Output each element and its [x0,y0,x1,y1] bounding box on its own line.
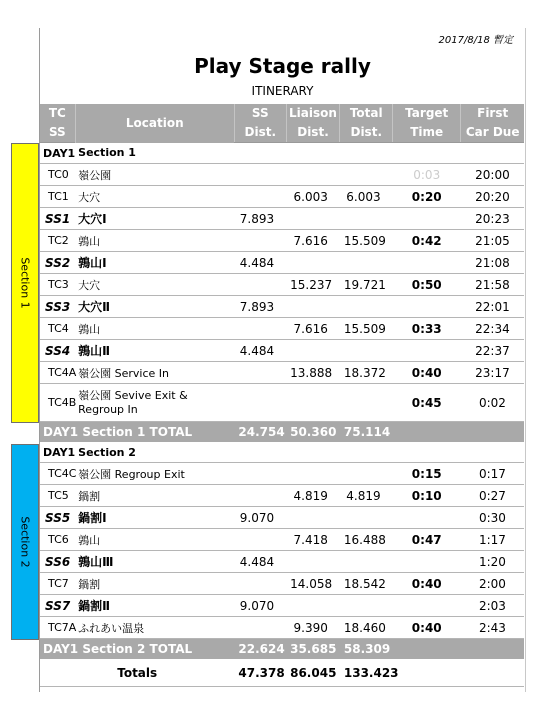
target-time-cell: 0:15 [393,463,461,485]
location-cell: ふれあい温泉 [75,617,234,639]
control-code: TC1 [40,186,75,208]
section-total-label: DAY1 Section 2 TOTAL [40,639,234,660]
liaison-distance-cell [286,208,340,230]
control-code: TC3 [40,274,75,296]
liaison-distance-cell: 9.390 [286,617,340,639]
target-time-cell [393,252,461,274]
first-car-due-cell: 0:27 [461,485,524,507]
location-cell: 鶉山 [75,529,234,551]
first-car-due-cell: 20:00 [461,164,524,186]
liaison-distance-cell [286,384,340,422]
time-control-row [40,186,524,208]
location-cell: 嶺公園 Service In [75,362,234,384]
empty-cell [340,442,393,463]
empty-cell [393,143,461,164]
location-cell: 嶺公園 [75,164,234,186]
first-car-due-cell: 2:43 [461,617,524,639]
first-car-due-cell: 22:01 [461,296,524,318]
ss-distance-cell [234,573,286,595]
location-cell: 嶺公園 Sevive Exit & Regroup In [75,384,234,422]
ss-distance-cell: 4.484 [234,551,286,573]
section-total-distance: 75.114 [340,422,393,443]
ss-distance-cell [234,384,286,422]
total-distance-cell: 18.542 [340,573,393,595]
control-code: TC6 [40,529,75,551]
target-time-cell: 0:40 [393,362,461,384]
ss-distance-cell [234,362,286,384]
col-tc: TC [40,104,75,123]
ss-distance-cell [234,463,286,485]
total-distance-cell: 18.460 [340,617,393,639]
section-2-band-label: Section 2 [18,516,32,568]
col-total-dist: Total [340,104,393,123]
first-car-due-cell: 20:23 [461,208,524,230]
first-car-due-cell: 1:20 [461,551,524,573]
control-code: TC4C [40,463,75,485]
liaison-distance-cell: 6.003 [286,186,340,208]
total-distance-cell: 4.819 [340,485,393,507]
location-cell: 鶉山 [75,230,234,252]
liaison-distance-cell [286,296,340,318]
col-ss: SS [40,123,75,143]
col-first-car-due-unit: Car Due [461,123,524,143]
time-control-row [40,384,524,422]
first-car-due-cell: 22:34 [461,318,524,340]
col-first-car-due: First [461,104,524,123]
total-distance-cell [340,164,393,186]
location-cell: 大穴 [75,274,234,296]
col-location: Location [75,104,234,143]
ss-distance-cell [234,617,286,639]
target-time-cell: 0:10 [393,485,461,507]
control-code: TC2 [40,230,75,252]
empty-cell [340,143,393,164]
first-car-due-cell: 2:00 [461,573,524,595]
location-cell: 大穴Ⅱ [75,296,234,318]
ss-distance-cell: 9.070 [234,507,286,529]
col-total-dist-unit: Dist. [340,123,393,143]
first-car-due-cell: 21:08 [461,252,524,274]
total-distance-cell [340,296,393,318]
first-car-due-cell: 0:30 [461,507,524,529]
control-code: TC5 [40,485,75,507]
target-time-cell: 0:50 [393,274,461,296]
ss-distance-cell [234,529,286,551]
empty-cell [461,422,524,443]
liaison-distance-cell: 13.888 [286,362,340,384]
total-distance-cell: 16.488 [340,529,393,551]
liaison-distance-cell [286,595,340,617]
total-distance-cell [340,340,393,362]
time-control-row [40,463,524,485]
control-code: TC7 [40,573,75,595]
target-time-cell [393,551,461,573]
first-car-due-cell: 1:17 [461,529,524,551]
empty-cell [234,143,286,164]
control-code: TC4B [40,384,75,422]
target-time-cell: 0:47 [393,529,461,551]
liaison-distance-cell: 7.616 [286,318,340,340]
total-distance-cell: 15.509 [340,318,393,340]
time-control-row [40,318,524,340]
empty-cell [393,639,461,660]
first-car-due-cell: 21:58 [461,274,524,296]
total-distance-cell: 6.003 [340,186,393,208]
control-code: SS3 [40,296,75,318]
section-total-row [40,422,524,443]
ss-distance-cell [234,164,286,186]
target-time-cell: 0:40 [393,573,461,595]
location-cell: 鍋割Ⅱ [75,595,234,617]
liaison-distance-cell [286,507,340,529]
control-code: SS5 [40,507,75,529]
control-code: SS4 [40,340,75,362]
target-time-cell: 0:33 [393,318,461,340]
section-total-row [40,639,524,660]
control-code: TC7A [40,617,75,639]
total-distance-cell: 15.509 [340,230,393,252]
section-total-liaison: 50.360 [286,422,340,443]
target-time-cell [393,340,461,362]
grand-total-ss: 47.378 [234,659,286,687]
section-total-label: DAY1 Section 1 TOTAL [40,422,234,443]
target-time-cell: 0:45 [393,384,461,422]
total-distance-cell [340,208,393,230]
ss-distance-cell [234,485,286,507]
section-heading-row [40,143,524,164]
total-distance-cell [340,463,393,485]
stage-row [40,551,524,573]
control-code: SS1 [40,208,75,230]
control-code: TC4A [40,362,75,384]
stage-row [40,252,524,274]
document-date: 2017/8/18 暫定 [438,35,513,46]
ss-distance-cell: 4.484 [234,252,286,274]
section-total-ss: 22.624 [234,639,286,660]
location-cell: 鶉山Ⅱ [75,340,234,362]
liaison-distance-cell: 7.616 [286,230,340,252]
col-target-time: Target [393,104,461,123]
ss-distance-cell [234,186,286,208]
total-distance-cell [340,595,393,617]
total-distance-cell [340,384,393,422]
first-car-due-cell: 21:05 [461,230,524,252]
page-title: Play Stage rally [194,54,371,78]
total-distance-cell [340,551,393,573]
header-row-1 [40,104,524,123]
total-distance-cell [340,252,393,274]
grand-total-label: Totals [40,659,234,687]
ss-distance-cell [234,274,286,296]
total-distance-cell: 19.721 [340,274,393,296]
location-cell: 嶺公園 Regroup Exit [75,463,234,485]
time-control-row [40,230,524,252]
day-label: DAY1 [40,442,75,463]
section-total-liaison: 35.685 [286,639,340,660]
target-time-cell [393,208,461,230]
control-code: TC0 [40,164,75,186]
liaison-distance-cell [286,463,340,485]
empty-cell [461,143,524,164]
section-1-band [11,143,39,423]
control-code: SS7 [40,595,75,617]
stage-row [40,507,524,529]
ss-distance-cell [234,318,286,340]
target-time-cell: 0:03 [393,164,461,186]
liaison-distance-cell [286,551,340,573]
control-code: SS2 [40,252,75,274]
total-distance-cell: 18.372 [340,362,393,384]
grand-total-row [40,659,524,687]
liaison-distance-cell [286,252,340,274]
ss-distance-cell [234,230,286,252]
empty-cell [234,442,286,463]
section-2-band [11,444,39,640]
time-control-row [40,617,524,639]
empty-cell [286,143,340,164]
ss-distance-cell: 9.070 [234,595,286,617]
liaison-distance-cell: 15.237 [286,274,340,296]
time-control-row [40,274,524,296]
day-label: DAY1 [40,143,75,164]
time-control-row [40,485,524,507]
location-cell: 鍋割 [75,573,234,595]
time-control-row [40,529,524,551]
first-car-due-cell: 2:03 [461,595,524,617]
col-liaison-dist-unit: Dist. [286,123,340,143]
first-car-due-cell: 0:02 [461,384,524,422]
first-car-due-cell: 22:37 [461,340,524,362]
location-cell: 大穴Ⅰ [75,208,234,230]
stage-row [40,208,524,230]
location-cell: 鶉山 [75,318,234,340]
itinerary-body [40,143,524,687]
stage-row [40,595,524,617]
empty-cell [393,422,461,443]
section-total-ss: 24.754 [234,422,286,443]
target-time-cell [393,507,461,529]
control-code: TC4 [40,318,75,340]
location-cell: 鍋割 [75,485,234,507]
empty-cell [461,639,524,660]
ss-distance-cell: 7.893 [234,208,286,230]
section-name: Section 1 [75,143,234,164]
empty-cell [393,442,461,463]
location-cell: 鍋割Ⅰ [75,507,234,529]
col-target-time-unit: Time [393,123,461,143]
target-time-cell [393,595,461,617]
section-name: Section 2 [75,442,234,463]
first-car-due-cell: 23:17 [461,362,524,384]
target-time-cell: 0:40 [393,617,461,639]
grand-total-liaison: 86.045 [286,659,340,687]
total-distance-cell [340,507,393,529]
empty-cell [393,659,461,687]
target-time-cell: 0:42 [393,230,461,252]
itinerary-table [40,104,524,687]
liaison-distance-cell [286,340,340,362]
section-total-distance: 58.309 [340,639,393,660]
liaison-distance-cell: 4.819 [286,485,340,507]
col-ss-dist-unit: Dist. [234,123,286,143]
empty-cell [461,442,524,463]
target-time-cell [393,296,461,318]
time-control-row [40,164,524,186]
first-car-due-cell: 0:17 [461,463,524,485]
section-1-band-label: Section 1 [18,257,32,309]
col-liaison-dist: Liaison [286,104,340,123]
time-control-row [40,362,524,384]
liaison-distance-cell [286,164,340,186]
empty-cell [286,442,340,463]
liaison-distance-cell: 7.418 [286,529,340,551]
liaison-distance-cell: 14.058 [286,573,340,595]
ss-distance-cell: 4.484 [234,340,286,362]
time-control-row [40,573,524,595]
ss-distance-cell: 7.893 [234,296,286,318]
col-ss-dist: SS [234,104,286,123]
location-cell: 鶉山Ⅰ [75,252,234,274]
location-cell: 鶉山Ⅲ [75,551,234,573]
target-time-cell: 0:20 [393,186,461,208]
grand-total-distance: 133.423 [340,659,393,687]
location-cell: 大穴 [75,186,234,208]
section-heading-row [40,442,524,463]
stage-row [40,340,524,362]
control-code: SS6 [40,551,75,573]
page-subtitle: ITINERARY [251,84,314,98]
first-car-due-cell: 20:20 [461,186,524,208]
empty-cell [461,659,524,687]
stage-row [40,296,524,318]
